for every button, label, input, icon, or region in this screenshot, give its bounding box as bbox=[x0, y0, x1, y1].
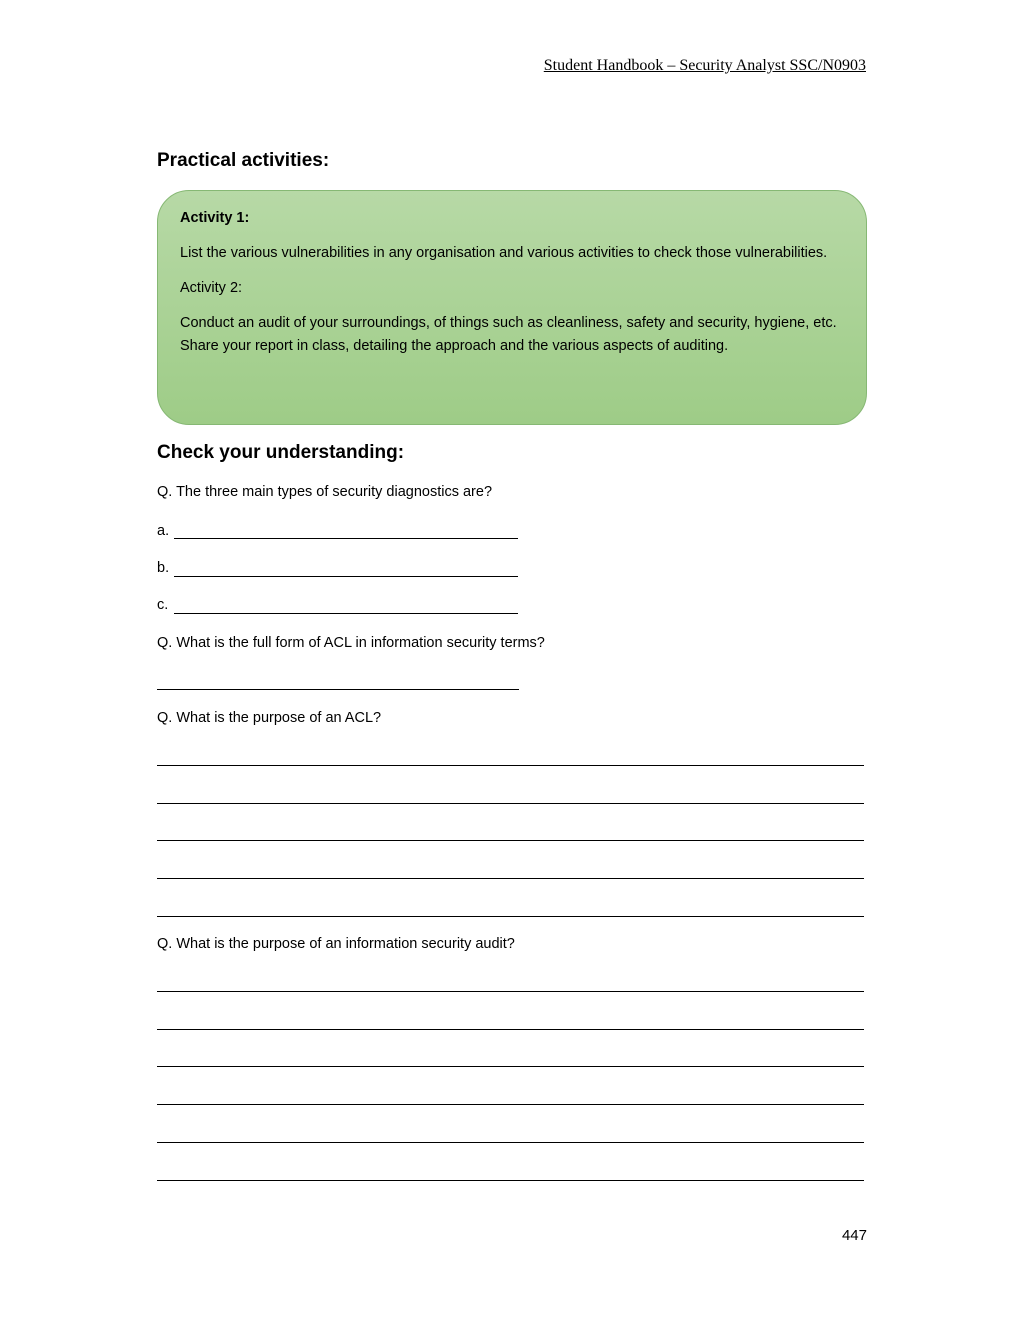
practical-activities-heading: Practical activities: bbox=[157, 150, 330, 171]
option-b-letter: b. bbox=[157, 560, 170, 576]
question-3-answer-line[interactable] bbox=[157, 765, 864, 766]
question-2-answer-line[interactable] bbox=[157, 689, 519, 690]
question-4-answer-line[interactable] bbox=[157, 1029, 864, 1030]
question-3-answer-line[interactable] bbox=[157, 916, 864, 917]
option-c-answer-line[interactable] bbox=[174, 613, 518, 614]
activity-1-text: List the various vulnerabilities in any organisation and various activities to check those vulnerabilities. bbox=[180, 245, 828, 261]
question-4-answer-line[interactable] bbox=[157, 1142, 864, 1143]
page-number: 447 bbox=[841, 1227, 867, 1244]
running-header: Student Handbook – Security Analyst SSC/N0903 bbox=[543, 57, 866, 74]
question-4: Q. What is the purpose of an information security audit? bbox=[157, 936, 515, 952]
option-a-letter: a. bbox=[157, 523, 170, 539]
question-1: Q. The three main types of security diagnostics are? bbox=[157, 484, 493, 500]
activity-2-title: Activity 2: bbox=[180, 280, 243, 296]
check-understanding-heading: Check your understanding: bbox=[157, 442, 405, 463]
option-b-answer-line[interactable] bbox=[174, 576, 518, 577]
question-2: Q. What is the full form of ACL in information security terms? bbox=[157, 635, 545, 651]
activity-1-title: Activity 1: bbox=[180, 210, 250, 226]
question-4-answer-line[interactable] bbox=[157, 1104, 864, 1105]
question-3-answer-line[interactable] bbox=[157, 878, 864, 879]
question-4-answer-line[interactable] bbox=[157, 1066, 864, 1067]
question-3: Q. What is the purpose of an ACL? bbox=[157, 710, 382, 726]
question-3-answer-line[interactable] bbox=[157, 803, 864, 804]
option-c-letter: c. bbox=[157, 597, 169, 613]
question-4-answer-line[interactable] bbox=[157, 1180, 864, 1181]
activity-box bbox=[157, 190, 867, 425]
question-4-answer-line[interactable] bbox=[157, 991, 864, 992]
activity-2-text: Conduct an audit of your surroundings, of things such as cleanliness, safety and security, hygiene, etc. Share your report in class, detailing the approach and the various aspects of auditing. bbox=[180, 315, 837, 354]
question-3-answer-line[interactable] bbox=[157, 840, 864, 841]
option-a-answer-line[interactable] bbox=[174, 538, 518, 539]
